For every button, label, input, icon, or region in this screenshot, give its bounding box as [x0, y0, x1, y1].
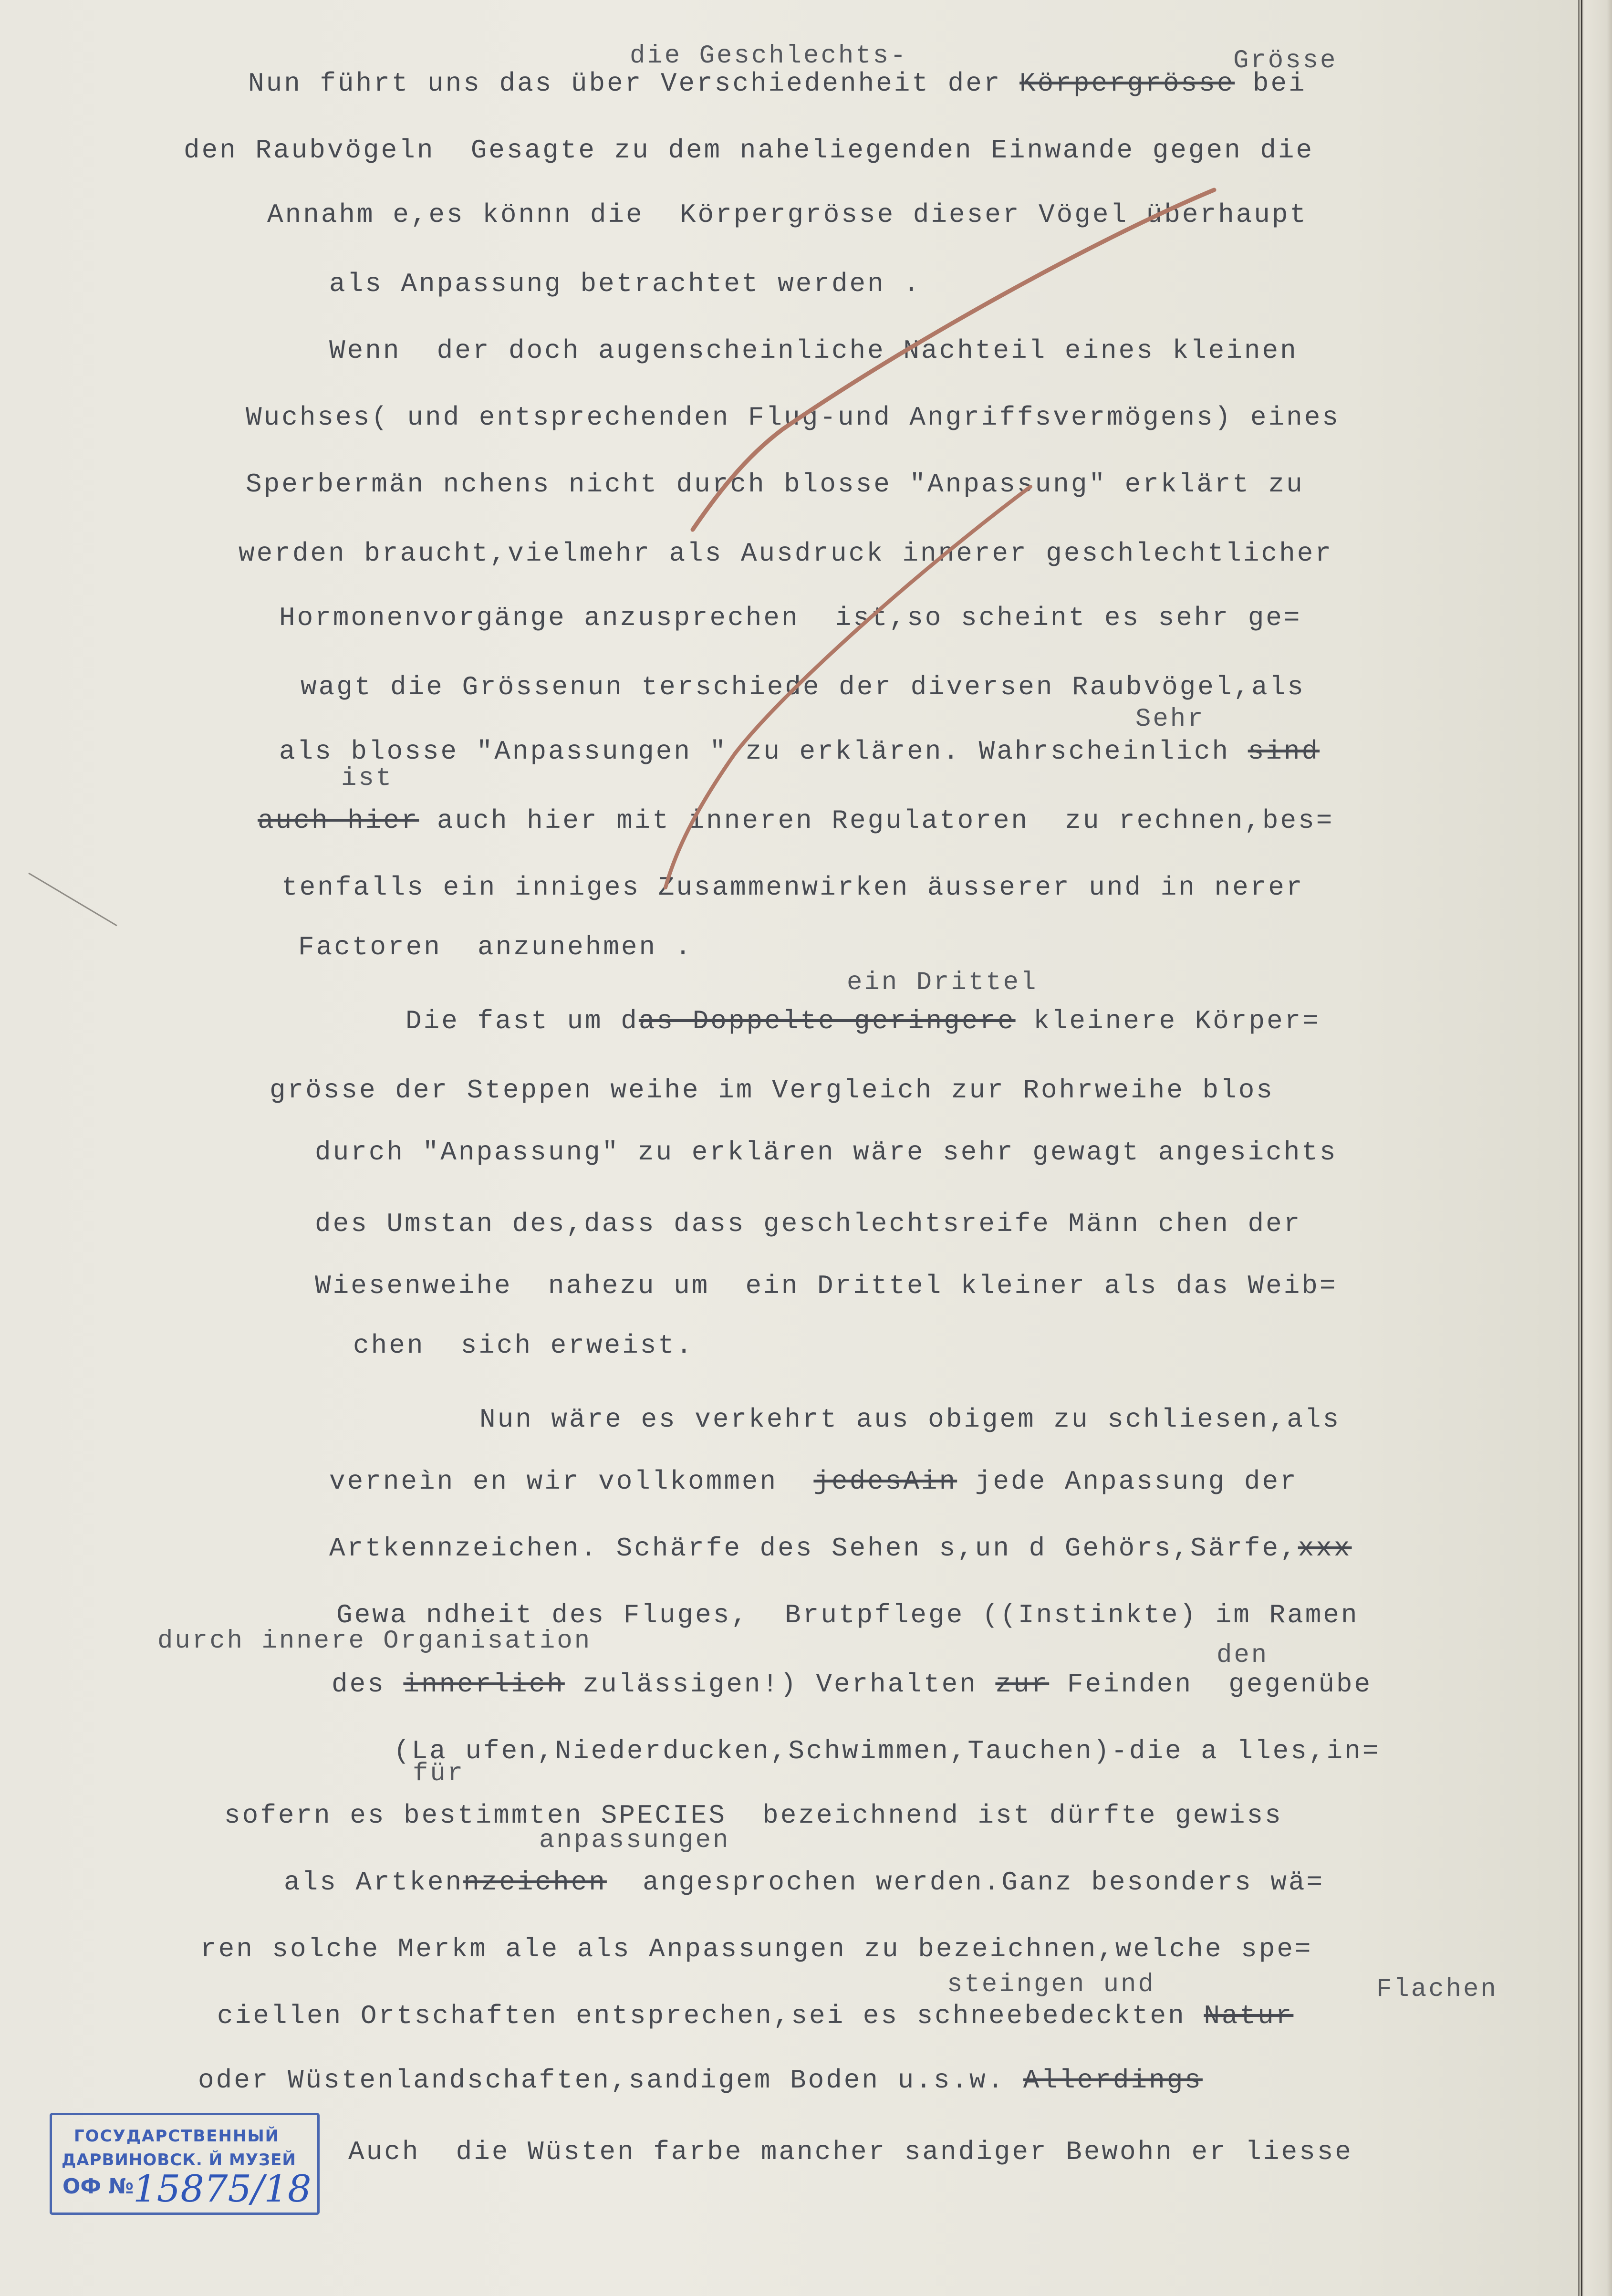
insertion-flachen: Flachen [1376, 1975, 1498, 2004]
struck-word: Natur [1204, 2001, 1294, 2031]
insertion-steingen-und: steingen und [947, 1970, 1155, 1999]
stamp-line-2: ДАРВИНОВСК. Й МУЗЕЙ [62, 2150, 296, 2170]
text-line-13: tenfalls ein inniges Zusammenwirken äusserer und in nerer [281, 872, 1304, 903]
text-line-32: Auch die Wüsten farbe mancher sandiger Bewohn er liesse [348, 2137, 1353, 2167]
text-line-7: Sperbermän nchens nicht durch blosse "Anpassung" erklärt zu [246, 469, 1304, 500]
insertion-sehr: Sehr [1135, 705, 1205, 734]
struck-word: innerlich [403, 1669, 565, 1700]
stamp-number: 15875/18 [133, 2168, 312, 2211]
text-line-17: durch "Anpassung" zu erklären wäre sehr gewagt angesichts [315, 1137, 1338, 1168]
insertion-groesse: Grösse [1233, 46, 1338, 75]
insertion-fuer: für [413, 1759, 465, 1788]
text-line-2: den Raubvögeln Gesagte zu dem naheliegenden Einwande gegen die [184, 135, 1314, 166]
text-line-9: Hormonenvorgänge anzusprechen ist,so scheint es sehr ge= [279, 603, 1302, 633]
text-line-14: Factoren anzunehmen . [298, 932, 693, 962]
text-segment: angesprochen werden.Ganz besonders wä= [606, 1867, 1325, 1898]
text-line-4: als Anpassung betrachtet werden . [329, 269, 921, 299]
text-segment: bei [1235, 68, 1307, 99]
text-segment: des [332, 1669, 404, 1700]
struck-word: nzeichen [463, 1867, 607, 1898]
struck-word: sind [1248, 736, 1320, 767]
text-segment: als blosse "Anpassungen " zu erklären. Wahrscheinlich [279, 736, 1248, 767]
text-line-6: Wuchses( und entsprechenden Flug-und Angriffsvermögens) eines [246, 402, 1340, 433]
insertion-die-geschlechts: die Geschlechts- [630, 42, 908, 71]
text-segment: Artkennzeichen. Schärfe des Sehen s,un d Gehörs,Särfe, [329, 1533, 1298, 1564]
museum-stamp [50, 2113, 320, 2215]
text-line-21: Nun wäre es verkehrt aus obigem zu schliesen,als [479, 1404, 1341, 1435]
text-segment: verneìn en wir vollkommen [329, 1466, 814, 1497]
struck-word: jedesAin [813, 1466, 957, 1497]
text-segment: kleinere Körper= [1015, 1006, 1321, 1036]
margin-scratch [29, 873, 117, 926]
text-segment: jede Anpassung der [957, 1466, 1298, 1497]
struck-word: as Doppelte geringere [638, 1006, 1016, 1036]
stamp-line-1: ГОСУДАРСТВЕННЫЙ [74, 2127, 280, 2146]
insertion-ist: ist [341, 764, 394, 793]
insertion-ein-drittel: ein Drittel [847, 968, 1038, 997]
pencil-diagonal-stroke-upper [693, 190, 1214, 530]
struck-word: auch hier [258, 805, 419, 836]
text-line-8: werden braucht,vielmehr als Ausdruck innerer geschlechtlicher [239, 538, 1333, 569]
text-segment: zulässigen!) Verhalten [564, 1669, 996, 1700]
text-line-19: Wiesenweihe nahezu um ein Drittel kleiner als das Weib= [315, 1271, 1338, 1301]
text-line-3: Annahm e,es könnn die Körpergrösse dieser Vögel überhaupt [267, 199, 1308, 230]
insertion-durch-innere-organisation: durch innere Organisation [157, 1627, 592, 1656]
text-line-16: grösse der Steppen weihe im Vergleich zur Rohrweihe blos [270, 1075, 1274, 1106]
insertion-anpassungen: anpassungen [539, 1826, 730, 1855]
text-line-5: Wenn der doch augenscheinliche Nachteil eines kleinen [329, 335, 1298, 366]
text-line-27: sofern es bestimmten SPECIES bezeichnend ist dürfte gewiss [224, 1800, 1283, 1831]
pencil-diagonal-stroke-lower [666, 487, 1030, 887]
struck-word: zur [995, 1669, 1050, 1700]
text-line-24: Gewa ndheit des Fluges, Brutpflege ((Instinkte) im Ramen [336, 1600, 1359, 1630]
text-segment: Nun führt uns das über Verschiedenheit der [248, 68, 1020, 99]
text-segment: Die fast um d [406, 1006, 639, 1036]
insertion-den: den [1217, 1641, 1269, 1670]
text-segment: oder Wüstenlandschaften,sandigem Boden u.s.w. [198, 2065, 1023, 2096]
text-line-29: ren solche Merkm ale als Anpassungen zu bezeichnen,welche spe= [200, 1934, 1313, 1964]
text-line-20: chen sich erweist. [353, 1330, 694, 1361]
struck-word: xxx [1298, 1533, 1352, 1564]
stamp-label: ОФ № [62, 2174, 134, 2199]
text-segment: als Artken [284, 1867, 464, 1898]
text-segment: Feinden gegenübe [1049, 1669, 1373, 1700]
text-line-26: (La ufen,Niederducken,Schwimmen,Tauchen)-die a lles,in= [394, 1736, 1381, 1766]
text-line-18: des Umstan des,dass dass geschlechtsreife Männ chen der [315, 1209, 1302, 1239]
text-line-10: wagt die Grössenun terschiede der diversen Raubvögel,als [301, 672, 1305, 702]
struck-word: Allerdings [1023, 2065, 1203, 2096]
text-segment: auch hier mit inneren Regulatoren zu rechnen,bes= [419, 805, 1334, 836]
text-segment: ciellen Ortschaften entsprechen,sei es schneebedeckten [217, 2001, 1204, 2031]
struck-word: Körpergrösse [1019, 68, 1235, 99]
